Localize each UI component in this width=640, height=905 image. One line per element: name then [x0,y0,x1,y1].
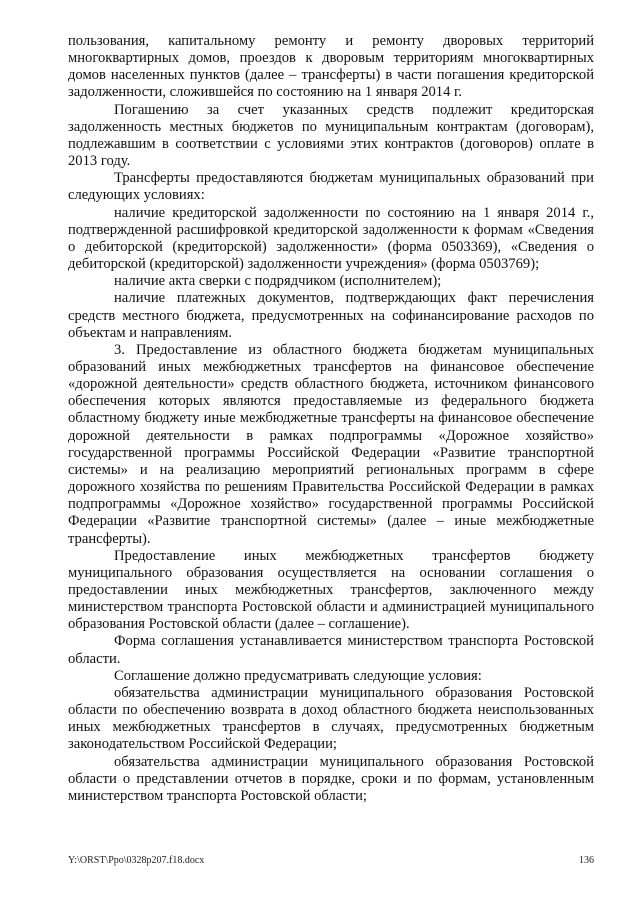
footer-file-path: Y:\ORST\Ppo\0328p207.f18.docx [68,855,205,866]
paragraph-6: наличие платежных документов, подтверждающих факт перечисления средств местного бюджета, предусмотренных на софинансирование расходов по объектам и направлениям. [68,290,594,341]
paragraph-10: Соглашение должно предусматривать следующие условия: [114,667,482,684]
paragraph-1: пользования, капитальному ремонту и ремонту дворовых территорий многоквартирных домов, проездов к дворовым территориям многоквартирных домов населенных пунктов (далее – трансферты) в части погашения кредиторской задолженности, сложившейся по состоянию на 1 января 2014 г. [68,33,594,101]
page-number: 136 [579,855,594,866]
paragraph-8: Предоставление иных межбюджетных трансфертов бюджету муниципального образования осуществляется на основании соглашения о предоставлении иных межбюджетных трансфертов, заключенного между министерством транспорта Ростовской области и администрацией муниципального образования Ростовской области (далее – соглашение). [68,547,594,633]
paragraph-11: обязательства администрации муниципального образования Ростовской области по обеспечению возврата в доход областного бюджета неиспользованных иных межбюджетных трансфертов в случаях, предусмотренных бюджетным законодательством Российской Федерации; [68,684,594,753]
paragraph-3: Трансферты предоставляются бюджетам муниципальных образований при следующих условиях: [68,170,594,204]
paragraph-4: наличие кредиторской задолженности по состоянию на 1 января 2014 г., подтвержденной расшифровкой кредиторской задолженности к формам «Сведения о дебиторской (кредиторской) задолженности» (форма 0503369), «Сведения о дебиторской (кредиторской) задолженности учреждения» (форма 0503769); [68,204,594,273]
paragraph-9: Форма соглашения устанавливается министерством транспорта Ростовской области. [68,633,594,667]
paragraph-7: 3. Предоставление из областного бюджета бюджетам муниципальных образований иных межбюджетных трансфертов на финансовое обеспечение «дорожной деятельности» средств областного бюджета, источником финансового обеспечения которых являются предоставляемые из федерального бюджета областному бюджету иные межбюджетные трансферты на финансовое обеспечение дорожной деятельности в рамках подпрограммы «Дорожное хозяйство» государственной программы Российской Федерации «Развитие транспортной системы» и на реализацию мероприятий региональных программ в сфере дорожного хозяйства по решениям Правительства Российской Федерации в рамках подпрограммы «Дорожное хозяйство» государственной программы Российской Федерации «Развитие транспортной системы» (далее – иные межбюджетные трансферты). [68,341,594,547]
paragraph-12: обязательства администрации муниципального образования Ростовской области о представлении отчетов в порядке, сроки и по формам, установленным министерством транспорта Ростовской области; [68,753,594,804]
document-body [68,33,594,805]
paragraph-5: наличие акта сверки с подрядчиком (исполнителем); [114,273,442,290]
paragraph-2: Погашению за счет указанных средств подлежит кредиторская задолженность местных бюджетов по муниципальным контрактам (договорам), подлежавшим в соответствии с условиями этих контрактов (договоров) оплате в 2013 году. [68,101,594,170]
